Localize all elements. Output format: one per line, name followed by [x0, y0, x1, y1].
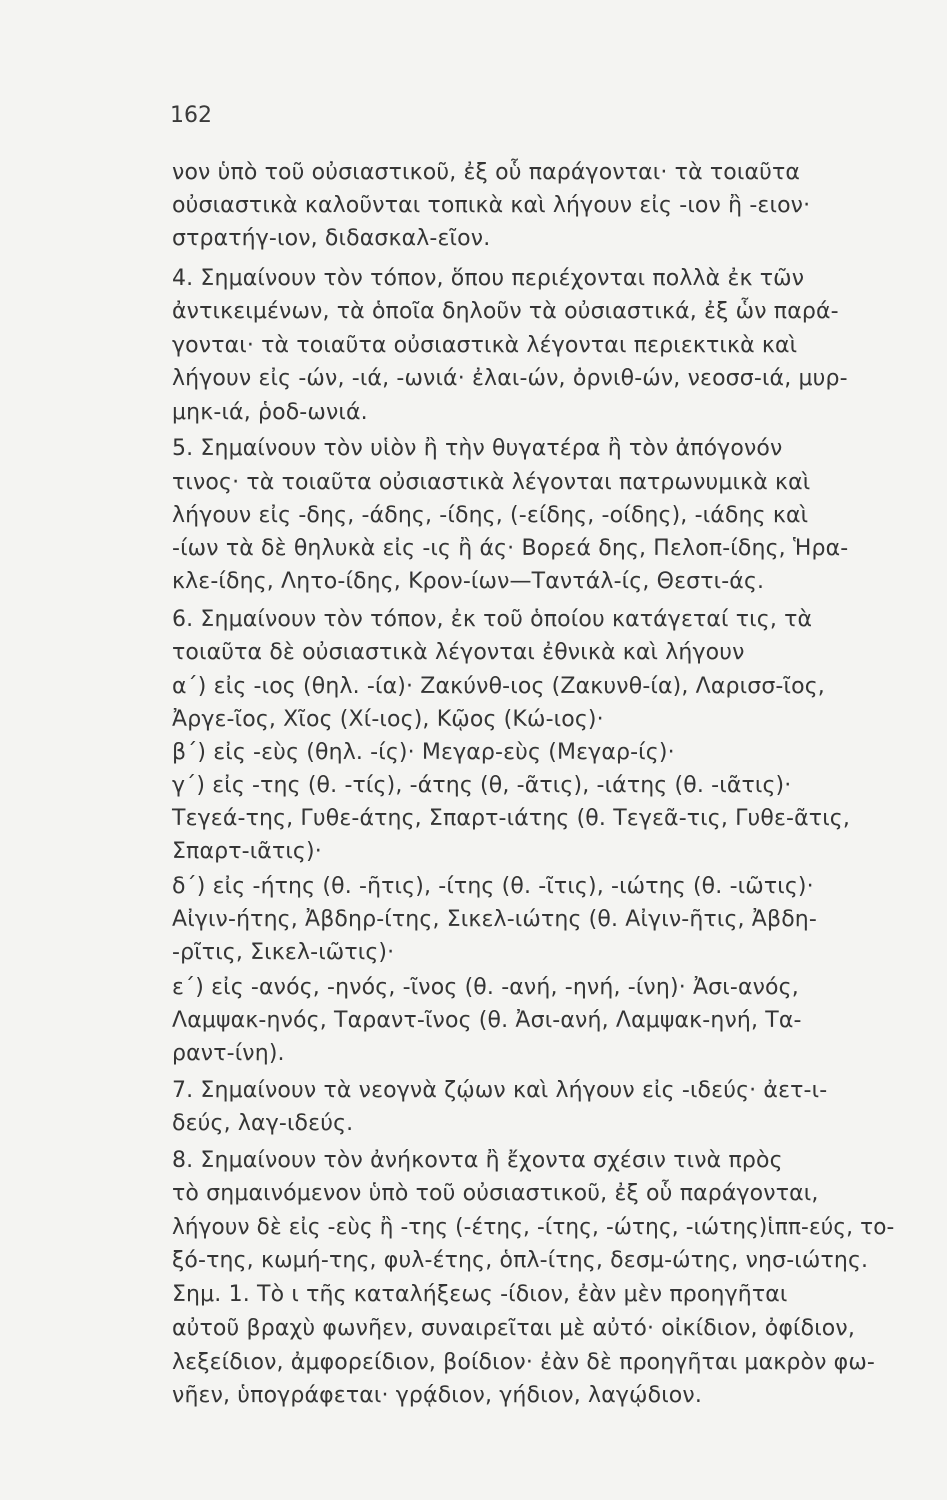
text-line: 7. Σημαίνουν τὰ νεογνὰ ζῴων καὶ λήγουν εἰς -ιδεύς· ἀετ-ι-: [172, 1078, 828, 1103]
text-line: λήγουν δὲ εἰς -εὺς ἢ -της (-έτης, -ίτης, -ώτης, -ιώτης)ἱππ-εύς, το-: [172, 1215, 895, 1240]
text-line: γ΄) εἰς -της (θ. -τίς), -άτης (θ, -ᾶτις), -ιάτης (θ. -ιᾶτις)·: [172, 773, 792, 798]
text-line: ραντ-ίνη).: [172, 1041, 285, 1066]
text-line: τοιαῦτα δὲ οὐσιαστικὰ λέγονται ἐθνικὰ καὶ λήγουν: [172, 640, 745, 665]
text-line: οὐσιαστικὰ καλοῦνται τοπικὰ καὶ λήγουν εἰς -ιον ἢ -ειον·: [172, 193, 811, 218]
text-line: δεύς, λαγ-ιδεύς.: [172, 1111, 354, 1136]
text-line: λήγουν εἰς -ών, -ιά, -ωνιά· ἐλαι-ών, ὀρνιθ-ών, νεοσσ-ιά, μυρ-: [172, 366, 848, 391]
text-line: τὸ σημαινόμενον ὑπὸ τοῦ οὐσιαστικοῦ, ἐξ οὗ παράγονται,: [172, 1181, 819, 1206]
text-line: Ἀργε-ῖος, Χῖος (Χί-ιος), Κῷος (Κώ-ιος)·: [172, 707, 604, 732]
text-line: ἀντικειμένων, τὰ ὁποῖα δηλοῦν τὰ οὐσιαστικά, ἐξ ὧν παρά-: [172, 299, 839, 324]
text-line: νον ὑπὸ τοῦ οὐσιαστικοῦ, ἐξ οὗ παράγονται· τὰ τοιαῦτα: [172, 160, 801, 185]
text-line: τινος· τὰ τοιαῦτα οὐσιαστικὰ λέγονται πατρωνυμικὰ καὶ: [172, 470, 811, 495]
text-line: 6. Σημαίνουν τὸν τόπον, ἐκ τοῦ ὁποίου κατάγεταί τις, τὰ: [172, 607, 813, 632]
text-line: α΄) εἰς -ιος (θηλ. -ία)· Ζακύνθ-ιος (Ζακυνθ-ία), Λαρισσ-ῖος,: [172, 674, 825, 699]
text-line: 4. Σημαίνουν τὸν τόπον, ὅπου περιέχονται πολλὰ ἐκ τῶν: [172, 266, 805, 291]
text-line: Σπαρτ-ιᾶτις)·: [172, 839, 322, 864]
text-line: 5. Σημαίνουν τὸν υἱὸν ἢ τὴν θυγατέρα ἢ τὸν ἀπόγονόν: [172, 436, 783, 461]
text-line: -ίων τὰ δὲ θηλυκὰ εἰς -ις ἢ άς· Βορεά δης, Πελοπ-ίδης, Ἡρα-: [172, 536, 849, 561]
text-line: στρατήγ-ιον, διδασκαλ-εῖον.: [172, 226, 491, 251]
text-line: 8. Σημαίνουν τὸν ἀνήκοντα ἢ ἔχοντα σχέσιν τινὰ πρὸς: [172, 1148, 783, 1173]
text-line: Τεγεά-της, Γυθε-άτης, Σπαρτ-ιάτης (θ. Τεγεᾶ-τις, Γυθε-ᾶτις,: [172, 806, 850, 831]
text-line: κλε-ίδης, Λητο-ίδης, Κρον-ίων—Ταντάλ-ίς, Θεστι-άς.: [172, 569, 765, 594]
text-line: νῆεν, ὑπογράφεται· γρᾴδιον, γήδιον, λαγῴδιον.: [172, 1383, 702, 1408]
text-line: λεξείδιον, ἀμφορείδιον, βοίδιον· ἐὰν δὲ προηγῆται μακρὸν φω-: [172, 1350, 875, 1375]
text-line: ε΄) εἰς -ανός, -ηνός, -ῖνος (θ. -ανή, -ηνή, -ίνη)· Ἀσι-ανός,: [172, 975, 799, 1000]
page-number: 162: [170, 103, 212, 128]
text-line: μηκ-ιά, ῥοδ-ωνιά.: [172, 400, 368, 425]
text-line: Σημ. 1. Τὸ ι τῆς καταλήξεως -ίδιον, ἐὰν μὲν προηγῆται: [172, 1282, 788, 1307]
text-line: λήγουν εἰς -δης, -άδης, -ίδης, (-είδης, -οίδης), -ιάδης καὶ: [172, 503, 809, 528]
text-line: Αἰγιν-ήτης, Ἀβδηρ-ίτης, Σικελ-ιώτης (θ. Αἰγιν-ῆτις, Ἀβδη-: [172, 907, 817, 932]
text-line: αὐτοῦ βραχὺ φωνῆεν, συναιρεῖται μὲ αὐτό· οἰκίδιον, ὀφίδιον,: [172, 1316, 855, 1341]
text-line: β΄) εἰς -εὺς (θηλ. -ίς)· Μεγαρ-εὺς (Μεγαρ-ίς)·: [172, 740, 675, 765]
text-line: δ΄) εἰς -ήτης (θ. -ῆτις), -ίτης (θ. -ῖτις), -ιώτης (θ. -ιῶτις)·: [172, 874, 814, 899]
text-line: γονται· τὰ τοιαῦτα οὐσιαστικὰ λέγονται περιεκτικὰ καὶ: [172, 333, 798, 358]
text-line: -ρῖτις, Σικελ-ιῶτις)·: [172, 940, 395, 965]
text-line: Λαμψακ-ηνός, Ταραντ-ῖνος (θ. Ἀσι-ανή, Λαμψακ-ηνή, Τα-: [172, 1008, 802, 1033]
text-line: ξό-της, κωμή-της, φυλ-έτης, ὁπλ-ίτης, δεσμ-ώτης, νησ-ιώτης.: [172, 1248, 869, 1273]
